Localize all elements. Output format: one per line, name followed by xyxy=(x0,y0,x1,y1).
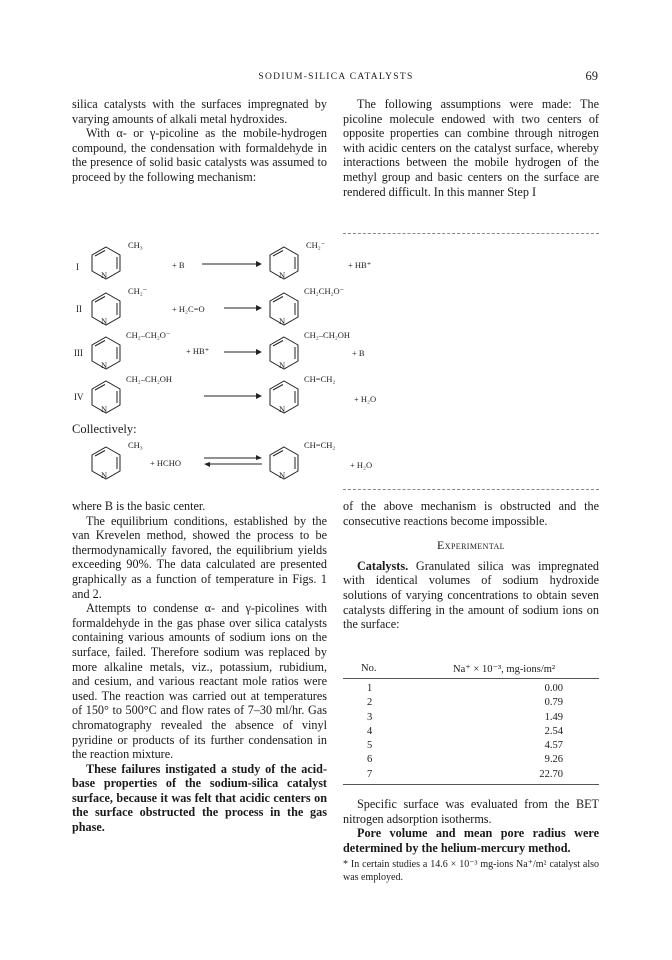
ring-nitrogen: N xyxy=(279,316,286,326)
paragraph: Attempts to condense α- and γ-picolines with formaldehyde in the gas phase over silica catalysts containing various amounts of sodium ions on the surface, failed. Therefore sodium was replaced by more alkaline metals, viz., potassium, rubidium, and cesium, and various reactant mole ratios were used. The reaction was carried out at temperatures of 150° to 500°C and flow rates of 7–30 ml/hr. Gas chromatography revealed the absence of vinyl pyridine or products of its further condensation in the reaction mixture. xyxy=(72,601,327,762)
step-number: IV xyxy=(74,392,84,402)
paragraph: silica catalysts with the surfaces impregnated by varying amounts of alkali metal hydroxides. xyxy=(72,97,327,126)
table-cell: 6 xyxy=(367,754,373,766)
column-header: Na⁺ × 10⁻³, mg-ions/m² xyxy=(453,664,556,675)
substituent-label: CH₃ xyxy=(128,440,143,450)
column-header: No. xyxy=(361,663,377,674)
ring-nitrogen: N xyxy=(279,360,286,370)
ring-nitrogen: N xyxy=(279,270,286,280)
table-cell: 22.70 xyxy=(539,768,563,780)
right-top-column xyxy=(343,97,599,199)
substituent-label: CH=CH₂ xyxy=(304,374,336,384)
arrow-right-icon xyxy=(204,392,262,400)
substituent-label: CH₂⁻ xyxy=(306,240,326,250)
column-break-rule xyxy=(343,233,599,234)
table-cell: 5 xyxy=(367,740,373,752)
right-bottom-column xyxy=(343,499,599,632)
table-row xyxy=(343,768,599,782)
table-rule xyxy=(343,784,599,785)
paragraph: Specific surface was evaluated from the BET nitrogen adsorption isotherms. xyxy=(343,797,599,826)
paragraph: Pore volume and mean pore radius were determined by the helium-mercury method. xyxy=(343,826,599,855)
ring-nitrogen: N xyxy=(279,404,286,414)
reaction-scheme xyxy=(0,238,672,488)
paragraph: With α- or γ-picoline as the mobile-hydrogen compound, the condensation with formaldehyde in the presence of solid basic catalysts was assumed to proceed by the following mechanism: xyxy=(72,126,327,184)
table-cell: 4 xyxy=(367,725,373,737)
substituent-label: CH₂–CH₂OH xyxy=(304,330,351,340)
step-number: I xyxy=(76,262,79,272)
reagent-label: + H₂C=O xyxy=(172,304,205,314)
collectively-label: Collectively: xyxy=(72,422,137,436)
table-cell: 3 xyxy=(367,711,373,723)
scheme-step-2 xyxy=(0,286,672,330)
scheme-step-3 xyxy=(0,330,672,374)
page-number: 69 xyxy=(585,69,598,83)
arrow-right-icon xyxy=(224,304,262,312)
section-heading: Experimental xyxy=(437,538,505,553)
substituent-label: CH=CH₂ xyxy=(304,440,336,450)
step-number: II xyxy=(76,304,82,314)
byproduct-label: + B xyxy=(352,348,365,358)
table-row xyxy=(343,753,599,767)
scheme-step-4 xyxy=(0,374,672,418)
byproduct-label: + H₂O xyxy=(354,394,377,404)
table-cell: 1.49 xyxy=(544,711,563,723)
ring-nitrogen: N xyxy=(101,404,108,414)
table-cell: 7 xyxy=(367,768,373,780)
table-body xyxy=(343,682,599,782)
table-row xyxy=(343,739,599,753)
paragraph: where B is the basic center. xyxy=(72,499,206,513)
ring-nitrogen: N xyxy=(101,270,108,280)
table-row xyxy=(343,682,599,696)
ring-nitrogen: N xyxy=(101,360,108,370)
right-after-table xyxy=(343,797,599,855)
scheme-overall xyxy=(0,438,672,486)
table-cell: 0.79 xyxy=(544,697,563,709)
scheme-step-1 xyxy=(0,238,672,282)
byproduct-label: + H₂O xyxy=(350,460,373,470)
table-cell: 1 xyxy=(367,683,373,694)
footnote: * In certain studies a 14.6 × 10⁻³ mg-ions Na⁺/m² catalyst also was employed. xyxy=(343,859,599,883)
substituent-label: CH₂–CH₂OH xyxy=(126,374,173,384)
running-header: SODIUM-SILICA CATALYSTS xyxy=(258,72,414,82)
step-number: III xyxy=(74,348,83,358)
ring-nitrogen: N xyxy=(101,470,108,480)
paragraph: of the above mechanism is obstructed and the consecutive reactions become impossible. xyxy=(343,499,599,528)
table-cell: 2.54 xyxy=(544,725,563,737)
table-rule xyxy=(343,678,599,679)
table-header xyxy=(343,661,599,679)
equilibrium-arrow-icon xyxy=(204,455,262,467)
reagent-label: + HCHO xyxy=(150,458,182,468)
table-cell: 9.26 xyxy=(544,754,563,766)
sodium-content-table xyxy=(343,661,599,780)
substituent-label: CH₃ xyxy=(128,240,143,250)
reagent-label: + B xyxy=(172,260,185,270)
left-top-column xyxy=(72,97,327,185)
table-row xyxy=(343,696,599,710)
ring-nitrogen: N xyxy=(101,316,108,326)
paragraph: These failures instigated a study of the acid-base properties of the sodium-silica catalyst surface, because it was felt that acidic centers on the surface obstructed the process in the gas phase. xyxy=(72,761,327,835)
reagent-label: + HB⁺ xyxy=(186,346,210,356)
paragraph: Granulated silica was impregnated with identical volumes of sodium hydroxide solutions of varying concentrations to obtain seven catalysts differing in the amount of sodium ions on the surface: xyxy=(343,558,600,632)
substituent-label: CH₂–CH₂O⁻ xyxy=(126,330,171,340)
table-row xyxy=(343,725,599,739)
ring-nitrogen: N xyxy=(279,470,286,480)
table-row xyxy=(343,711,599,725)
left-bottom-column xyxy=(72,499,327,835)
paragraph: The following assumptions were made: The picoline molecule endowed with two centers of opposite properties can combine through nitrogen with acidic centers on the catalyst surface, whereby interactions between the mobile hydrogen of the methyl group and basic centers on the surface are rendered difficult. In this manner Step I xyxy=(343,97,599,199)
substituent-label: CH₂⁻ xyxy=(128,286,148,296)
table-cell: 4.57 xyxy=(544,740,563,752)
table-cell: 2 xyxy=(367,697,373,709)
paragraph: The equilibrium conditions, established by the van Krevelen method, showed the process to be thermodynamically favored, the equilibrium yields exceeding 90%. The data calculated are presented graphically as a function of temperature in Figs. 1 and 2. xyxy=(72,513,327,601)
arrow-right-icon xyxy=(224,348,262,356)
arrow-right-icon xyxy=(202,260,262,268)
substituent-label: CH₂CH₂O⁻ xyxy=(304,286,345,296)
table-cell: 0.00 xyxy=(544,683,563,694)
run-in-heading: Catalysts. xyxy=(357,558,409,573)
column-break-rule xyxy=(343,489,599,490)
byproduct-label: + HB⁺ xyxy=(348,260,372,270)
